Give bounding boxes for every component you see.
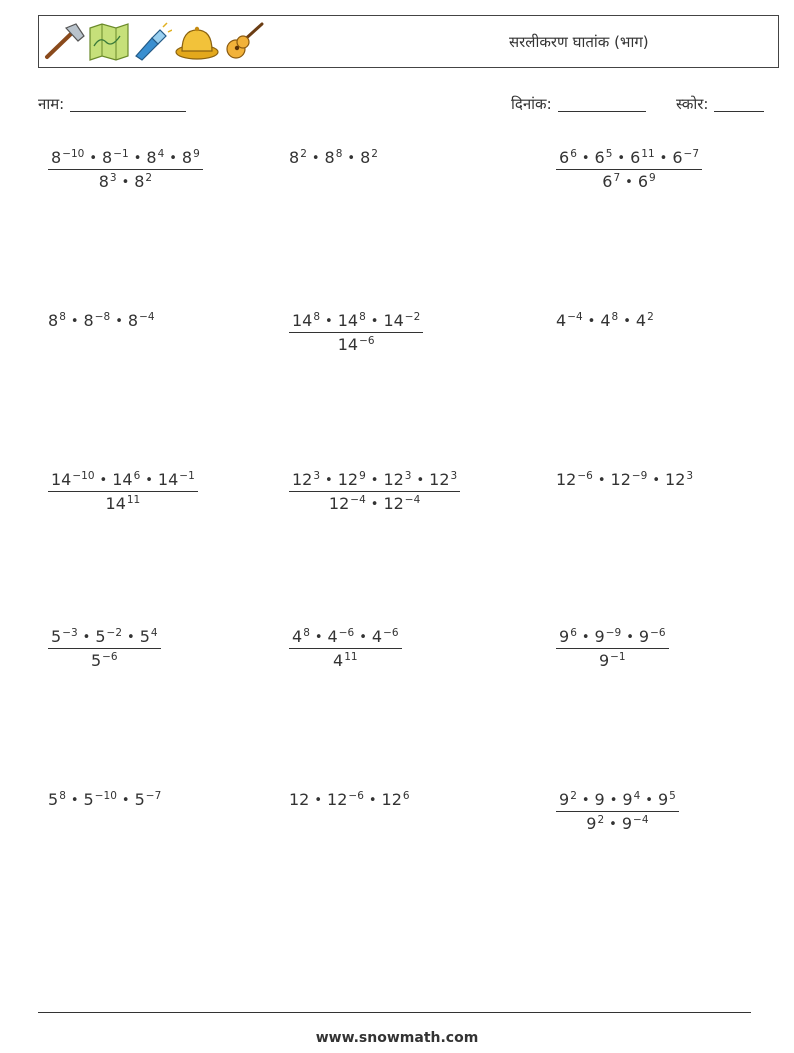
exponent: 3 <box>686 470 694 482</box>
base: 12 <box>289 790 310 809</box>
power-term <box>556 311 583 330</box>
exponent: −10 <box>62 148 85 160</box>
power-term <box>292 627 310 646</box>
base: 6 <box>672 148 683 167</box>
power-term <box>602 172 620 191</box>
denominator <box>556 169 702 191</box>
power-term <box>146 148 164 167</box>
base: 12 <box>292 470 313 489</box>
date-blank[interactable] <box>558 96 646 112</box>
power-term <box>595 790 605 809</box>
multiply-dot: • <box>325 314 333 329</box>
exponent: −1 <box>113 148 129 160</box>
flashlight-icon <box>132 22 172 62</box>
multiply-dot: • <box>609 817 617 832</box>
header-box <box>38 15 779 68</box>
exponent: 11 <box>641 148 655 160</box>
base: 9 <box>657 790 669 809</box>
score-blank[interactable] <box>714 96 764 112</box>
footer-website: www.snowmath.com <box>315 1030 479 1046</box>
exponent: −7 <box>145 790 162 802</box>
exponent: −6 <box>650 627 666 639</box>
exponent: −4 <box>404 494 421 506</box>
base: 4 <box>327 627 338 646</box>
denominator <box>48 169 203 191</box>
power-term <box>672 148 699 167</box>
exponent: 2 <box>300 148 307 160</box>
power-term <box>91 651 118 670</box>
base: 8 <box>289 148 300 167</box>
exponent: 6 <box>570 627 577 639</box>
power-term <box>556 470 593 489</box>
base: 4 <box>292 627 303 646</box>
power-term <box>360 148 378 167</box>
multiply-dot: • <box>121 793 130 808</box>
power-term <box>630 148 655 167</box>
exponent: 9 <box>359 470 366 482</box>
multiply-dot: • <box>99 473 108 488</box>
power-term <box>586 814 604 833</box>
base: 9 <box>586 814 597 833</box>
expression <box>556 470 693 489</box>
base: 8 <box>83 311 94 330</box>
multiply-dot: • <box>169 151 177 166</box>
power-term <box>134 172 152 191</box>
base: 4 <box>556 311 567 330</box>
exponent: 9 <box>649 172 656 184</box>
page-title: सरलीकरण घातांक (भाग) <box>509 33 649 51</box>
multiply-dot: • <box>623 314 631 329</box>
base: 9 <box>559 790 570 809</box>
power-term <box>372 627 399 646</box>
base: 9 <box>559 627 570 646</box>
exponent: 6 <box>570 148 577 160</box>
fraction <box>48 470 198 513</box>
multiply-dot: • <box>626 630 634 645</box>
exponent: −6 <box>577 470 593 482</box>
power-term <box>289 790 309 809</box>
base: 5 <box>95 627 106 646</box>
exponent: 6 <box>402 790 410 802</box>
base: 12 <box>665 470 686 489</box>
denominator <box>48 491 198 513</box>
base: 6 <box>594 148 605 167</box>
base: 14 <box>383 311 404 330</box>
exponent: 8 <box>59 311 66 323</box>
power-term <box>338 335 375 354</box>
base: 5 <box>90 651 102 670</box>
name-blank[interactable] <box>70 96 186 112</box>
power-term <box>611 470 648 489</box>
denominator <box>289 491 460 513</box>
base: 9 <box>594 790 605 809</box>
base: 6 <box>630 148 641 167</box>
power-term <box>95 627 122 646</box>
power-term <box>595 627 622 646</box>
multiply-dot: • <box>115 314 123 329</box>
name-field <box>38 94 186 114</box>
multiply-dot: • <box>597 473 606 488</box>
power-term <box>158 470 195 489</box>
exponent: 5 <box>605 148 613 160</box>
numerator <box>289 470 460 491</box>
power-term <box>48 790 66 809</box>
fraction <box>48 148 203 191</box>
power-term <box>51 470 95 489</box>
power-term <box>102 148 129 167</box>
multiply-dot: • <box>581 151 590 166</box>
base: 6 <box>602 172 613 191</box>
numerator <box>48 148 203 169</box>
problem-9 <box>556 470 693 489</box>
header-icons <box>42 20 266 64</box>
exponent: −1 <box>610 651 626 663</box>
multiply-dot: • <box>416 473 425 488</box>
power-term <box>622 790 640 809</box>
exponent: −6 <box>102 651 118 663</box>
base: 14 <box>51 470 72 489</box>
power-term <box>128 311 155 330</box>
expression <box>556 311 654 330</box>
multiply-dot: • <box>70 793 79 808</box>
base: 5 <box>83 790 94 809</box>
expression <box>48 790 161 809</box>
base: 6 <box>637 172 649 191</box>
base: 12 <box>429 470 450 489</box>
score-field <box>676 94 764 114</box>
exponent: 8 <box>335 148 343 160</box>
exponent: 11 <box>126 494 141 506</box>
power-term <box>595 148 613 167</box>
multiply-dot: • <box>347 151 356 166</box>
base: 12 <box>327 790 348 809</box>
exponent: 3 <box>109 172 117 184</box>
problem-4 <box>48 311 155 330</box>
score-label: स्कोर: <box>676 95 709 113</box>
exponent: 4 <box>157 148 165 160</box>
multiply-dot: • <box>587 314 596 329</box>
power-term <box>638 172 656 191</box>
denominator <box>48 648 161 670</box>
exponent: −4 <box>567 311 583 323</box>
exponent: 3 <box>313 470 321 482</box>
exponent: −7 <box>683 148 699 160</box>
power-term <box>292 470 320 489</box>
exponent: 2 <box>570 790 577 802</box>
base: 8 <box>360 148 371 167</box>
power-term <box>289 148 307 167</box>
base: 14 <box>292 311 313 330</box>
multiply-dot: • <box>311 151 320 166</box>
base: 9 <box>622 790 633 809</box>
exponent: −10 <box>94 790 117 802</box>
numerator <box>556 627 669 648</box>
power-term <box>51 627 78 646</box>
power-term <box>622 814 649 833</box>
base: 12 <box>556 470 577 489</box>
exponent: −9 <box>605 627 622 639</box>
base: 9 <box>638 627 650 646</box>
exponent: 3 <box>404 470 412 482</box>
base: 8 <box>146 148 157 167</box>
power-term <box>559 627 577 646</box>
exponent: 6 <box>133 470 141 482</box>
exponent: 3 <box>450 470 458 482</box>
base: 14 <box>112 470 133 489</box>
power-term <box>658 790 676 809</box>
power-term <box>338 470 366 489</box>
power-term <box>325 148 343 167</box>
power-term <box>328 627 355 646</box>
power-term <box>99 172 117 191</box>
numerator <box>289 311 423 332</box>
problem-11 <box>289 627 402 670</box>
multiply-dot: • <box>145 473 153 488</box>
base: 14 <box>157 470 179 489</box>
problem-15 <box>556 790 679 833</box>
multiply-dot: • <box>325 473 333 488</box>
problem-12 <box>556 627 669 670</box>
power-term <box>559 148 577 167</box>
base: 12 <box>381 790 402 809</box>
exponent: 8 <box>359 311 366 323</box>
multiply-dot: • <box>359 630 367 645</box>
base: 4 <box>635 311 647 330</box>
pith-helmet-icon <box>174 22 220 62</box>
exponent: −6 <box>359 335 375 347</box>
power-term <box>292 311 320 330</box>
exponent: −10 <box>72 470 95 482</box>
base: 12 <box>328 494 350 513</box>
guitar-icon <box>222 22 266 62</box>
map-icon <box>88 22 130 62</box>
power-term <box>639 627 666 646</box>
power-term <box>135 790 162 809</box>
numerator <box>48 627 161 648</box>
power-term <box>600 311 618 330</box>
base: 8 <box>127 311 139 330</box>
exponent: −2 <box>106 627 123 639</box>
problem-6 <box>556 311 654 330</box>
multiply-dot: • <box>609 793 618 808</box>
exponent: 8 <box>59 790 66 802</box>
power-term <box>383 311 420 330</box>
base: 5 <box>139 627 150 646</box>
exponent: −9 <box>631 470 648 482</box>
expression <box>48 311 155 330</box>
power-term <box>140 627 158 646</box>
fraction <box>289 627 402 670</box>
exponent: 2 <box>371 148 378 160</box>
fraction <box>556 627 669 670</box>
base: 4 <box>600 311 611 330</box>
expression <box>289 148 378 167</box>
power-term <box>599 651 626 670</box>
exponent: −4 <box>633 814 649 826</box>
base: 8 <box>51 148 62 167</box>
base: 5 <box>134 790 145 809</box>
power-term <box>338 311 366 330</box>
base: 6 <box>559 148 570 167</box>
power-term <box>382 790 410 809</box>
exponent: −3 <box>62 627 78 639</box>
base: 4 <box>371 627 383 646</box>
name-label: नाम: <box>38 95 65 113</box>
exponent: 8 <box>313 311 321 323</box>
multiply-dot: • <box>625 175 633 190</box>
power-term <box>112 470 140 489</box>
problem-5 <box>289 311 423 354</box>
power-term <box>665 470 693 489</box>
base: 5 <box>51 627 62 646</box>
exponent: −4 <box>350 494 366 506</box>
multiply-dot: • <box>133 151 142 166</box>
power-term <box>333 651 358 670</box>
date-label: दिनांक: <box>511 95 552 113</box>
multiply-dot: • <box>370 497 379 512</box>
base: 9 <box>594 627 605 646</box>
multiply-dot: • <box>82 630 91 645</box>
base: 8 <box>98 172 109 191</box>
power-term <box>182 148 200 167</box>
axe-icon <box>42 22 86 62</box>
fraction <box>289 470 460 513</box>
base: 12 <box>610 470 631 489</box>
problem-7 <box>48 470 198 513</box>
multiply-dot: • <box>645 793 653 808</box>
base: 5 <box>48 790 59 809</box>
base: 14 <box>337 311 359 330</box>
exponent: 2 <box>145 172 153 184</box>
base: 8 <box>102 148 113 167</box>
problem-13 <box>48 790 161 809</box>
power-term <box>429 470 457 489</box>
exponent: 2 <box>597 814 605 826</box>
power-term <box>383 470 411 489</box>
exponent: −2 <box>404 311 421 323</box>
problem-10 <box>48 627 161 670</box>
multiply-dot: • <box>617 151 626 166</box>
base: 12 <box>383 470 404 489</box>
exponent: 9 <box>193 148 200 160</box>
denominator <box>556 811 679 833</box>
base: 4 <box>333 651 344 670</box>
denominator <box>289 648 402 670</box>
fraction <box>289 311 423 354</box>
multiply-dot: • <box>70 314 79 329</box>
power-term <box>329 494 366 513</box>
expression <box>289 790 410 809</box>
exponent: 2 <box>647 311 654 323</box>
base: 9 <box>621 814 633 833</box>
multiply-dot: • <box>652 473 661 488</box>
fraction <box>556 148 702 191</box>
multiply-dot: • <box>581 630 590 645</box>
multiply-dot: • <box>370 314 379 329</box>
numerator <box>48 470 198 491</box>
power-term <box>48 311 66 330</box>
numerator <box>556 148 702 169</box>
base: 8 <box>324 148 335 167</box>
multiply-dot: • <box>370 473 379 488</box>
base: 8 <box>181 148 193 167</box>
footer-divider <box>38 1012 751 1013</box>
base: 8 <box>134 172 145 191</box>
power-term <box>327 790 364 809</box>
base: 14 <box>105 494 126 513</box>
base: 14 <box>337 335 359 354</box>
base: 9 <box>598 651 610 670</box>
multiply-dot: • <box>581 793 590 808</box>
exponent: −4 <box>139 311 155 323</box>
exponent: 7 <box>613 172 621 184</box>
exponent: −1 <box>179 470 195 482</box>
exponent: −6 <box>348 790 364 802</box>
base: 8 <box>48 311 59 330</box>
power-term <box>559 790 577 809</box>
numerator <box>556 790 679 811</box>
power-term <box>106 494 141 513</box>
power-term <box>636 311 654 330</box>
power-term <box>84 790 117 809</box>
multiply-dot: • <box>314 793 323 808</box>
multiply-dot: • <box>121 175 130 190</box>
fraction <box>556 790 679 833</box>
exponent: 4 <box>633 790 641 802</box>
denominator <box>289 332 423 354</box>
problem-8 <box>289 470 460 513</box>
exponent: 4 <box>150 627 158 639</box>
exponent: 8 <box>303 627 310 639</box>
exponent: −6 <box>383 627 399 639</box>
multiply-dot: • <box>127 630 135 645</box>
power-term <box>84 311 111 330</box>
problem-3 <box>556 148 702 191</box>
multiply-dot: • <box>659 151 668 166</box>
base: 12 <box>383 494 404 513</box>
date-field <box>511 94 646 114</box>
exponent: −8 <box>94 311 111 323</box>
exponent: −6 <box>338 627 355 639</box>
exponent: 8 <box>611 311 619 323</box>
fraction <box>48 627 161 670</box>
exponent: 11 <box>344 651 358 663</box>
exponent: 5 <box>669 790 676 802</box>
multiply-dot: • <box>368 793 377 808</box>
base: 12 <box>337 470 359 489</box>
multiply-dot: • <box>314 630 323 645</box>
denominator <box>556 648 669 670</box>
problem-2 <box>289 148 378 167</box>
power-term <box>51 148 84 167</box>
numerator <box>289 627 402 648</box>
multiply-dot: • <box>89 151 98 166</box>
power-term <box>383 494 420 513</box>
problem-14 <box>289 790 410 809</box>
problem-1 <box>48 148 203 191</box>
